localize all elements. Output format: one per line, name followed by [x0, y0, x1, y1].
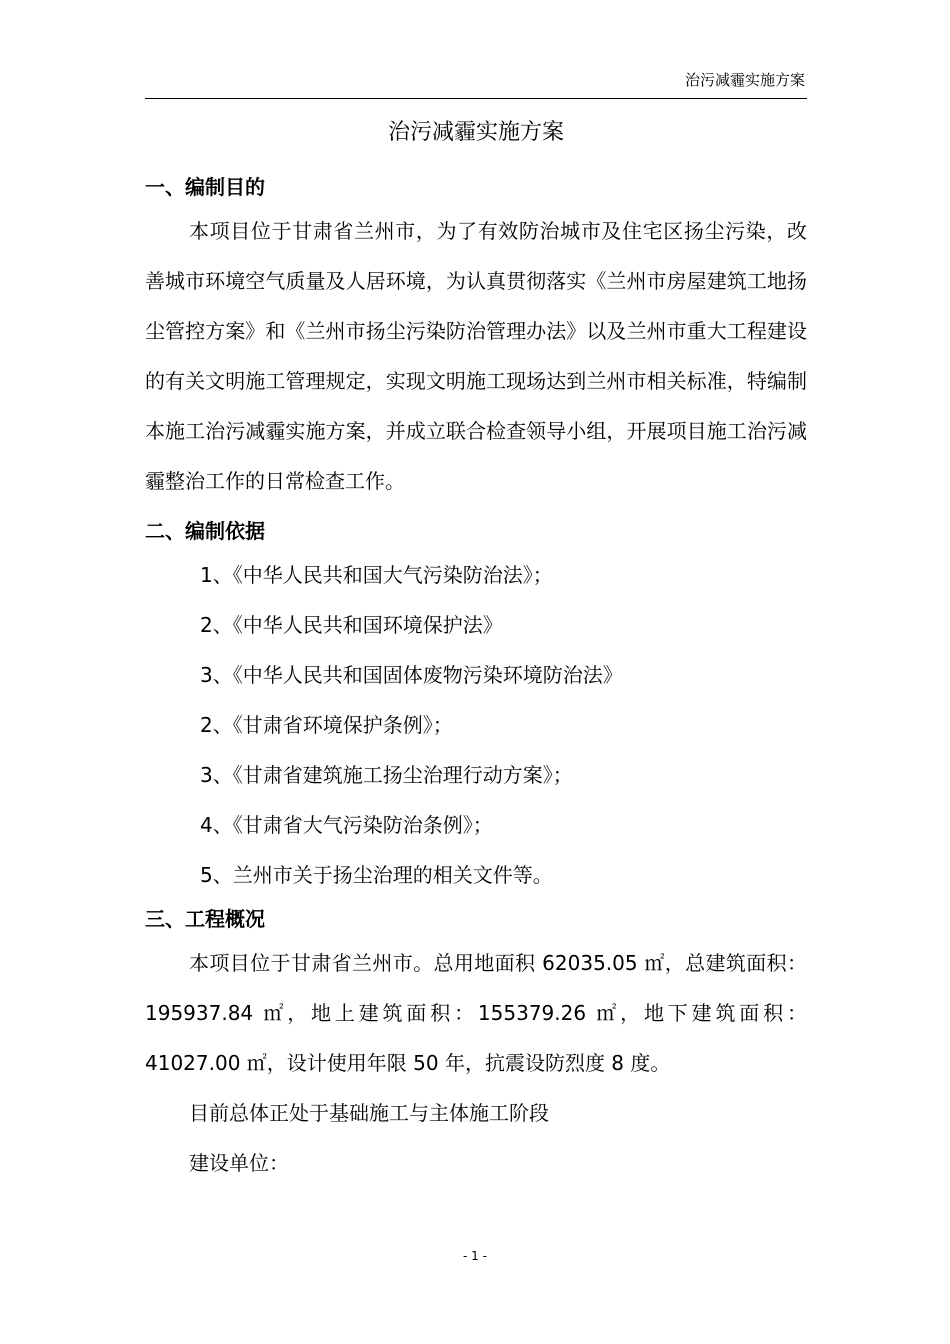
purpose-paragraph: 本项目位于甘肃省兰州市，为了有效防治城市及住宅区扬尘污染，改善城市环境空气质量及人居环境，为认真贯彻落实《兰州市房屋建筑工地扬尘管控方案》和《兰州市扬尘污染防治管理办法》以及兰州市重大工程建设的有关文明施工管理规定，实现文明施工现场达到兰州市相关标准，特编制本施工治污减霾实施方案，并成立联合检查领导小组，开展项目施工治污减霾整治工作的日常检查工作。 [145, 219, 807, 493]
construction-stage-paragraph: 目前总体正处于基础施工与主体施工阶段 [189, 1101, 549, 1125]
overview-paragraph: 本项目位于甘肃省兰州市。总用地面积 62035.05 ㎡，总建筑面积：195937.84 ㎡，地上建筑面积：155379.26 ㎡，地下建筑面积：41027.00 ㎡，设计使用年限 50 年，抗震设防烈度 8 度。 [145, 951, 807, 1075]
list-item: 4、《甘肃省大气污染防治条例》； [200, 813, 493, 837]
document-title: 治污减霾实施方案 [387, 120, 564, 145]
list-item: 2、《甘肃省环境保护条例》； [200, 713, 453, 737]
list-item: 2、《中华人民共和国环境保护法》 [200, 613, 503, 637]
document-body [145, 168, 807, 1188]
list-item: 3、《中华人民共和国固体废物污染环境防治法》 [200, 663, 623, 687]
section-heading-basis: 二、编制依据 [145, 519, 265, 543]
section-heading-purpose: 一、编制目的 [145, 175, 265, 199]
list-item: 3、《甘肃省建筑施工扬尘治理行动方案》； [200, 763, 573, 787]
page-number: - 1 - [463, 1249, 487, 1263]
developer-label: 建设单位： [189, 1151, 289, 1175]
header-rule [145, 98, 807, 99]
section-heading-overview: 三、工程概况 [145, 907, 265, 931]
list-item: 5、兰州市关于扬尘治理的相关文件等。 [200, 863, 553, 887]
list-item: 1、《中华人民共和国大气污染防治法》； [200, 563, 553, 587]
running-header: 治污减霾实施方案 [684, 71, 805, 89]
